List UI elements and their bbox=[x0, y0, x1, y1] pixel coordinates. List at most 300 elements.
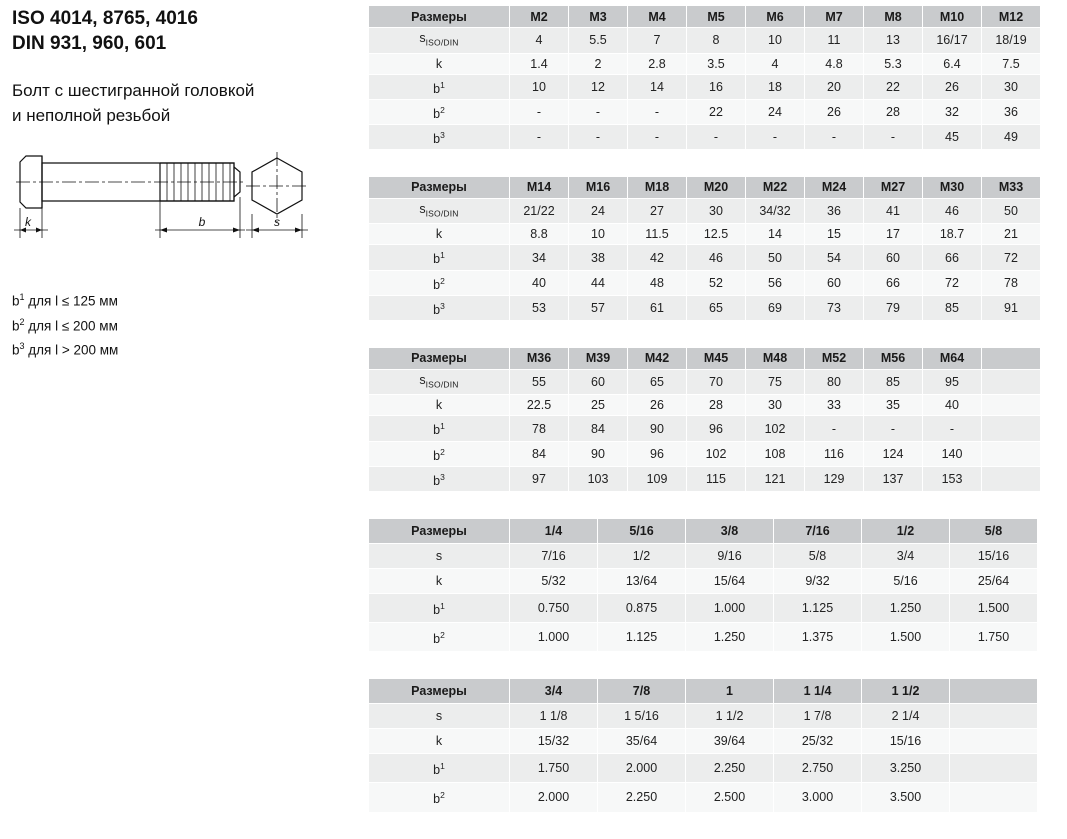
table-cell: 109 bbox=[628, 466, 687, 491]
table-cell: 2.000 bbox=[510, 783, 598, 812]
table-cell: 25/32 bbox=[774, 729, 862, 754]
table-cell: 73 bbox=[805, 295, 864, 320]
table-header-row bbox=[369, 679, 1038, 704]
column-header: 7/16 bbox=[774, 518, 862, 543]
table-cell: 45 bbox=[923, 124, 982, 149]
table-cell: 108 bbox=[746, 441, 805, 466]
table-cell: 1.750 bbox=[510, 754, 598, 783]
table-cell: 24 bbox=[746, 99, 805, 124]
table-cell: 65 bbox=[687, 295, 746, 320]
notes-block bbox=[12, 287, 357, 361]
table-cell: 36 bbox=[982, 99, 1041, 124]
table-cell: 60 bbox=[569, 369, 628, 395]
row-label-symbol: s bbox=[435, 548, 443, 563]
row-label-superscript: 3 bbox=[440, 471, 445, 482]
row-label-superscript: 2 bbox=[440, 630, 445, 641]
row-label-symbol: s bbox=[419, 31, 426, 45]
table-cell: 54 bbox=[805, 245, 864, 270]
table-cell: 7/16 bbox=[510, 543, 598, 568]
table-cell: 30 bbox=[746, 395, 805, 416]
table-cell: 11 bbox=[805, 28, 864, 54]
row-label bbox=[369, 369, 510, 395]
table-row bbox=[369, 783, 1038, 812]
table-cell: 13/64 bbox=[598, 568, 686, 593]
table-cell: 13 bbox=[864, 28, 923, 54]
row-label-symbol: b bbox=[433, 632, 441, 647]
table-cell: 96 bbox=[628, 441, 687, 466]
column-header: M56 bbox=[864, 347, 923, 369]
note-text: для l ≤ 125 мм bbox=[24, 293, 118, 309]
table-row bbox=[369, 593, 1038, 622]
row-label bbox=[369, 99, 510, 124]
row-label-symbol: b bbox=[433, 302, 441, 317]
table-cell: 80 bbox=[805, 369, 864, 395]
note-superscript: 1 bbox=[19, 292, 25, 302]
table-row bbox=[369, 74, 1041, 99]
row-label bbox=[369, 224, 510, 245]
table-cell: 22 bbox=[864, 74, 923, 99]
table-cell: 46 bbox=[687, 245, 746, 270]
table-cell bbox=[950, 754, 1038, 783]
table-cell: 22 bbox=[687, 99, 746, 124]
left-column bbox=[12, 6, 357, 361]
table-cell bbox=[982, 466, 1041, 491]
table-cell: 50 bbox=[982, 198, 1041, 224]
column-header: M30 bbox=[923, 176, 982, 198]
table-cell: 1 1/8 bbox=[510, 704, 598, 729]
table-cell: 35/64 bbox=[598, 729, 686, 754]
table-row bbox=[369, 224, 1041, 245]
row-label bbox=[369, 53, 510, 74]
table-header-label: Размеры bbox=[369, 6, 510, 28]
table-cell: 9/32 bbox=[774, 568, 862, 593]
table-cell: 6.4 bbox=[923, 53, 982, 74]
table-cell: 36 bbox=[805, 198, 864, 224]
table-cell: 24 bbox=[569, 198, 628, 224]
table-cell: 5.5 bbox=[569, 28, 628, 54]
table-cell: 22.5 bbox=[510, 395, 569, 416]
table-cell: 15/64 bbox=[686, 568, 774, 593]
row-label-superscript: 3 bbox=[440, 300, 445, 311]
table-header-row bbox=[369, 347, 1041, 369]
table-cell: 38 bbox=[569, 245, 628, 270]
row-label-superscript: 2 bbox=[440, 790, 445, 801]
row-label-symbol: k bbox=[435, 56, 443, 71]
table-cell: 66 bbox=[923, 245, 982, 270]
table-cell: 1.500 bbox=[950, 593, 1038, 622]
row-label-superscript: 3 bbox=[440, 129, 445, 140]
table-cell: 14 bbox=[628, 74, 687, 99]
table-cell: 140 bbox=[923, 441, 982, 466]
table-cell: 26 bbox=[805, 99, 864, 124]
table-cell: 103 bbox=[569, 466, 628, 491]
table-cell: - bbox=[864, 124, 923, 149]
table-cell: - bbox=[864, 416, 923, 441]
dimensions-table bbox=[368, 176, 1041, 321]
tables-column bbox=[368, 5, 1058, 839]
table-cell: 12.5 bbox=[687, 224, 746, 245]
column-header: M20 bbox=[687, 176, 746, 198]
column-header: 1 bbox=[686, 679, 774, 704]
table-cell: 18.7 bbox=[923, 224, 982, 245]
table-cell: - bbox=[746, 124, 805, 149]
column-header: M14 bbox=[510, 176, 569, 198]
table-cell: 4 bbox=[746, 53, 805, 74]
table-cell: 11.5 bbox=[628, 224, 687, 245]
table-cell: 7 bbox=[628, 28, 687, 54]
column-header: M64 bbox=[923, 347, 982, 369]
table-cell: 2.250 bbox=[686, 754, 774, 783]
table-cell: 2.000 bbox=[598, 754, 686, 783]
table-row bbox=[369, 28, 1041, 54]
table-row bbox=[369, 568, 1038, 593]
column-header: 7/8 bbox=[598, 679, 686, 704]
table-row bbox=[369, 623, 1038, 652]
table-row bbox=[369, 198, 1041, 224]
drawing-label-k: k bbox=[25, 215, 31, 229]
table-cell: 1.4 bbox=[510, 53, 569, 74]
table-cell: 30 bbox=[982, 74, 1041, 99]
row-label-symbol: k bbox=[435, 398, 443, 413]
table-cell: 2 1/4 bbox=[862, 704, 950, 729]
table-cell: 85 bbox=[923, 295, 982, 320]
table-cell: 27 bbox=[628, 198, 687, 224]
table-cell: 21 bbox=[982, 224, 1041, 245]
table-cell: 102 bbox=[746, 416, 805, 441]
row-label bbox=[369, 270, 510, 295]
table-cell: 84 bbox=[510, 441, 569, 466]
table-cell: 8.8 bbox=[510, 224, 569, 245]
row-label-symbol: s bbox=[419, 201, 426, 216]
table-cell: 70 bbox=[687, 369, 746, 395]
column-header: M5 bbox=[687, 6, 746, 28]
table-cell: - bbox=[510, 124, 569, 149]
table-cell: 1.125 bbox=[598, 623, 686, 652]
table-cell: 2.8 bbox=[628, 53, 687, 74]
column-header: M18 bbox=[628, 176, 687, 198]
table-cell: 153 bbox=[923, 466, 982, 491]
table-cell: 4 bbox=[510, 28, 569, 54]
row-label-subscript: ISO/DIN bbox=[425, 208, 459, 219]
row-label-symbol: b bbox=[433, 448, 441, 463]
table-cell: 1.125 bbox=[774, 593, 862, 622]
row-label-symbol: b bbox=[433, 131, 441, 146]
table-row bbox=[369, 729, 1038, 754]
table-row bbox=[369, 754, 1038, 783]
row-label bbox=[369, 543, 510, 568]
note-item bbox=[12, 336, 357, 361]
row-label-superscript: 2 bbox=[440, 104, 445, 115]
table-cell: 78 bbox=[982, 270, 1041, 295]
column-header: 1/2 bbox=[862, 518, 950, 543]
table-cell: 10 bbox=[510, 74, 569, 99]
table-cell: 116 bbox=[805, 441, 864, 466]
row-label bbox=[369, 593, 510, 622]
row-label-symbol: b bbox=[433, 792, 441, 807]
row-label bbox=[369, 416, 510, 441]
table-row bbox=[369, 466, 1041, 491]
column-header: 3/4 bbox=[510, 679, 598, 704]
table-cell: 65 bbox=[628, 369, 687, 395]
table-cell: 34/32 bbox=[746, 198, 805, 224]
table-row bbox=[369, 245, 1041, 270]
table-cell: 26 bbox=[923, 74, 982, 99]
table-cell: 124 bbox=[864, 441, 923, 466]
table-cell: - bbox=[510, 99, 569, 124]
row-label-superscript: 2 bbox=[440, 275, 445, 286]
dimensions-table bbox=[368, 5, 1041, 150]
row-label bbox=[369, 754, 510, 783]
dimensions-table bbox=[368, 678, 1038, 812]
table-header-label: Размеры bbox=[369, 679, 510, 704]
row-label-symbol: b bbox=[433, 473, 441, 488]
table-cell: 91 bbox=[982, 295, 1041, 320]
table-cell: 3.500 bbox=[862, 783, 950, 812]
table-cell: 53 bbox=[510, 295, 569, 320]
table-cell: 1.375 bbox=[774, 623, 862, 652]
table-cell: 10 bbox=[746, 28, 805, 54]
table-cell: 28 bbox=[864, 99, 923, 124]
row-label-symbol: b bbox=[433, 252, 441, 267]
table-cell: 25/64 bbox=[950, 568, 1038, 593]
column-header: M7 bbox=[805, 6, 864, 28]
column-header: M36 bbox=[510, 347, 569, 369]
row-label bbox=[369, 729, 510, 754]
row-label bbox=[369, 623, 510, 652]
table-row bbox=[369, 53, 1041, 74]
row-label-superscript: 1 bbox=[440, 79, 445, 90]
column-header: M39 bbox=[569, 347, 628, 369]
table-row bbox=[369, 543, 1038, 568]
table-cell bbox=[982, 369, 1041, 395]
row-label bbox=[369, 74, 510, 99]
bolt-drawing bbox=[12, 150, 322, 255]
column-header bbox=[982, 347, 1041, 369]
table-cell: 41 bbox=[864, 198, 923, 224]
dimensions-table bbox=[368, 518, 1038, 652]
column-header: M12 bbox=[982, 6, 1041, 28]
table-cell: 90 bbox=[569, 441, 628, 466]
table-cell: 60 bbox=[864, 245, 923, 270]
table-cell: 15/16 bbox=[950, 543, 1038, 568]
table-cell: 137 bbox=[864, 466, 923, 491]
table-cell: 35 bbox=[864, 395, 923, 416]
row-label bbox=[369, 704, 510, 729]
column-header: M8 bbox=[864, 6, 923, 28]
table-cell bbox=[950, 704, 1038, 729]
table-cell bbox=[950, 729, 1038, 754]
title-line-1: ISO 4014, 8765, 4016 bbox=[12, 8, 198, 29]
table-row bbox=[369, 395, 1041, 416]
table-cell: 5/32 bbox=[510, 568, 598, 593]
table-cell: - bbox=[687, 124, 746, 149]
table-cell: 44 bbox=[569, 270, 628, 295]
table-cell: 7.5 bbox=[982, 53, 1041, 74]
table-cell: - bbox=[569, 99, 628, 124]
drawing-label-s: s bbox=[274, 215, 280, 229]
row-label-subscript: ISO/DIN bbox=[425, 37, 459, 48]
table-row bbox=[369, 99, 1041, 124]
table-row bbox=[369, 416, 1041, 441]
column-header: M3 bbox=[569, 6, 628, 28]
table-cell: 2 bbox=[569, 53, 628, 74]
column-header: M33 bbox=[982, 176, 1041, 198]
table-cell: 26 bbox=[628, 395, 687, 416]
row-label bbox=[369, 395, 510, 416]
table-cell: 95 bbox=[923, 369, 982, 395]
table-cell: 8 bbox=[687, 28, 746, 54]
table-header-label: Размеры bbox=[369, 518, 510, 543]
table-cell: 72 bbox=[982, 245, 1041, 270]
table-cell: 40 bbox=[923, 395, 982, 416]
table-cell: - bbox=[805, 416, 864, 441]
page-title bbox=[12, 6, 357, 56]
table-cell: 30 bbox=[687, 198, 746, 224]
row-label-symbol: b bbox=[433, 763, 441, 778]
table-cell: 55 bbox=[510, 369, 569, 395]
table-cell: 0.750 bbox=[510, 593, 598, 622]
table-cell: 10 bbox=[569, 224, 628, 245]
row-label-symbol: s bbox=[435, 709, 443, 724]
table-cell: 12 bbox=[569, 74, 628, 99]
row-label-superscript: 1 bbox=[440, 250, 445, 261]
table-row bbox=[369, 441, 1041, 466]
row-label-superscript: 1 bbox=[440, 761, 445, 772]
table-cell: 57 bbox=[569, 295, 628, 320]
table-cell: 50 bbox=[746, 245, 805, 270]
note-text: для l > 200 мм bbox=[24, 342, 119, 358]
table-cell: 4.8 bbox=[805, 53, 864, 74]
table-cell: - bbox=[628, 124, 687, 149]
table-cell: 90 bbox=[628, 416, 687, 441]
table-cell: 39/64 bbox=[686, 729, 774, 754]
table-cell: 46 bbox=[923, 198, 982, 224]
note-symbol: b bbox=[12, 293, 20, 309]
table-cell: 9/16 bbox=[686, 543, 774, 568]
table-cell: 25 bbox=[569, 395, 628, 416]
table-cell: 84 bbox=[569, 416, 628, 441]
row-label-superscript: 1 bbox=[440, 421, 445, 432]
table-row bbox=[369, 124, 1041, 149]
row-label-symbol: b bbox=[433, 603, 441, 618]
table-header-row bbox=[369, 6, 1041, 28]
column-header: 5/16 bbox=[598, 518, 686, 543]
row-label-subscript: ISO/DIN bbox=[425, 379, 459, 390]
table-cell: 3/4 bbox=[862, 543, 950, 568]
table-cell bbox=[982, 416, 1041, 441]
column-header: 3/8 bbox=[686, 518, 774, 543]
column-header: M2 bbox=[510, 6, 569, 28]
table-cell: 61 bbox=[628, 295, 687, 320]
table-header-row bbox=[369, 518, 1038, 543]
table-cell: 1 1/2 bbox=[686, 704, 774, 729]
table-cell: 97 bbox=[510, 466, 569, 491]
row-label-symbol: k bbox=[435, 734, 443, 749]
table-cell: 3.250 bbox=[862, 754, 950, 783]
row-label-superscript: 1 bbox=[440, 600, 445, 611]
table-row bbox=[369, 295, 1041, 320]
table-cell: 78 bbox=[510, 416, 569, 441]
table-cell: 85 bbox=[864, 369, 923, 395]
table-cell: 66 bbox=[864, 270, 923, 295]
table-cell: 1/2 bbox=[598, 543, 686, 568]
row-label bbox=[369, 783, 510, 812]
column-header: M24 bbox=[805, 176, 864, 198]
table-cell: 102 bbox=[687, 441, 746, 466]
table-cell: - bbox=[805, 124, 864, 149]
subtitle-line-2: и неполной резьбой bbox=[12, 106, 171, 125]
table-cell: 1.250 bbox=[862, 593, 950, 622]
table-cell bbox=[982, 441, 1041, 466]
table-cell: 17 bbox=[864, 224, 923, 245]
table-cell bbox=[982, 395, 1041, 416]
column-header: 1/4 bbox=[510, 518, 598, 543]
table-cell: 20 bbox=[805, 74, 864, 99]
column-header: M42 bbox=[628, 347, 687, 369]
dimensions-table bbox=[368, 347, 1041, 492]
table-cell: 5.3 bbox=[864, 53, 923, 74]
table-cell: 14 bbox=[746, 224, 805, 245]
page-subtitle bbox=[12, 78, 357, 128]
row-label bbox=[369, 466, 510, 491]
table-cell: 49 bbox=[982, 124, 1041, 149]
subtitle-line-1: Болт с шестигранной головкой bbox=[12, 81, 255, 100]
table-cell: 33 bbox=[805, 395, 864, 416]
row-label-symbol: b bbox=[433, 277, 441, 292]
table-cell: 52 bbox=[687, 270, 746, 295]
column-header: 5/8 bbox=[950, 518, 1038, 543]
table-cell: 1.250 bbox=[686, 623, 774, 652]
table-cell: 15/32 bbox=[510, 729, 598, 754]
table-cell: 96 bbox=[687, 416, 746, 441]
table-cell: 42 bbox=[628, 245, 687, 270]
row-label bbox=[369, 198, 510, 224]
table-cell: 1.000 bbox=[686, 593, 774, 622]
table-cell: 129 bbox=[805, 466, 864, 491]
column-header bbox=[950, 679, 1038, 704]
table-cell: 1 5/16 bbox=[598, 704, 686, 729]
column-header: M27 bbox=[864, 176, 923, 198]
table-cell: 69 bbox=[746, 295, 805, 320]
note-superscript: 2 bbox=[19, 316, 25, 327]
column-header: M16 bbox=[569, 176, 628, 198]
table-cell: 115 bbox=[687, 466, 746, 491]
table-cell: 0.875 bbox=[598, 593, 686, 622]
table-cell: 5/8 bbox=[774, 543, 862, 568]
table-cell: 56 bbox=[746, 270, 805, 295]
table-cell: 48 bbox=[628, 270, 687, 295]
table-cell: 2.250 bbox=[598, 783, 686, 812]
row-label bbox=[369, 295, 510, 320]
note-item bbox=[12, 287, 357, 312]
table-cell: 1 7/8 bbox=[774, 704, 862, 729]
table-cell: 3.000 bbox=[774, 783, 862, 812]
row-label bbox=[369, 28, 510, 54]
row-label bbox=[369, 441, 510, 466]
table-cell: - bbox=[628, 99, 687, 124]
column-header: M52 bbox=[805, 347, 864, 369]
table-cell: 32 bbox=[923, 99, 982, 124]
note-symbol: b bbox=[12, 342, 20, 358]
table-cell: 79 bbox=[864, 295, 923, 320]
table-cell: 3.5 bbox=[687, 53, 746, 74]
row-label-symbol: b bbox=[433, 81, 441, 96]
title-line-2: DIN 931, 960, 601 bbox=[12, 33, 167, 54]
table-row bbox=[369, 704, 1038, 729]
column-header: M6 bbox=[746, 6, 805, 28]
table-header-label: Размеры bbox=[369, 347, 510, 369]
table-header-row bbox=[369, 176, 1041, 198]
